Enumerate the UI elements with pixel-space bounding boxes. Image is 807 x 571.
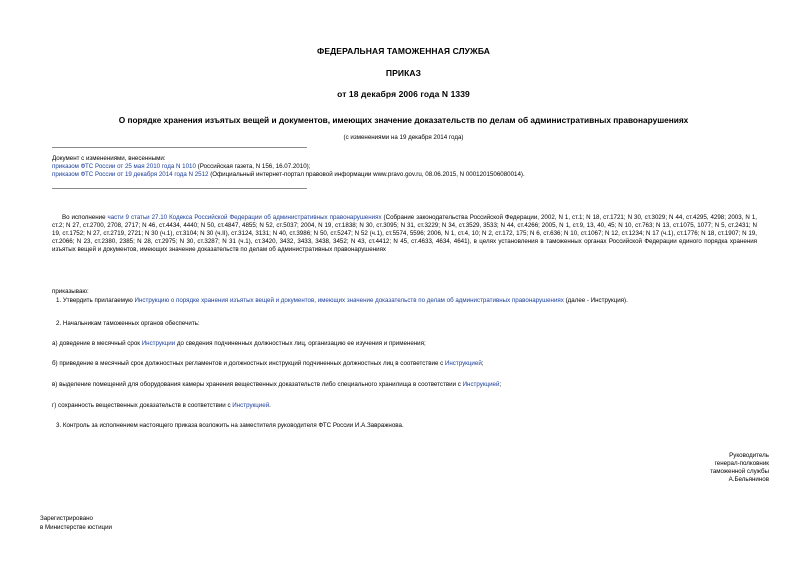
item-3: 3. Контроль за исполнением настоящего приказа возложить на заместителя руководителя ФТС России И.А.Завражнова. — [56, 422, 404, 429]
doc-date-number: от 18 декабря 2006 года N 1339 — [337, 89, 470, 99]
item-2a-rest: до сведения подчиненных должностных лиц, организацию ее изучения и применения; — [175, 340, 426, 347]
preamble-prefix: Во исполнение — [62, 214, 108, 221]
doc-type: ПРИКАЗ — [385, 68, 422, 78]
item-2b-rest: ; — [481, 360, 484, 367]
changes-item — [52, 171, 757, 179]
agency-name: ФЕДЕРАЛЬНАЯ ТАМОЖЕННАЯ СЛУЖБА — [317, 46, 490, 56]
instruction-link[interactable]: Инструкцию о порядке хранения изъятых вещей и документов, имеющих значение доказательств по делам об административных правонарушениях — [134, 297, 564, 304]
item-2c — [52, 381, 757, 389]
item-2c-prefix: в) выделение помещений для оборудования камеры хранения вещественных доказательств либо специального хранилища в соответствии с — [52, 381, 463, 388]
item-2c-rest: ; — [499, 381, 502, 388]
changes-item — [52, 163, 757, 171]
item-2a-prefix: а) доведение в месячный срок — [52, 340, 142, 347]
item-2d-prefix: г) сохранность вещественных доказательств в соответствии с — [52, 402, 233, 409]
divider-top — [52, 147, 307, 148]
instruction-link-2d[interactable]: Инструкцией — [232, 402, 270, 409]
instruction-link-2b[interactable]: Инструкцией — [444, 360, 482, 367]
registration-line-1: Зарегистрировано — [40, 515, 93, 522]
item-1-prefix: 1. Утвердить прилагаемую — [56, 297, 135, 304]
preamble-paragraph — [52, 214, 757, 254]
change-link-2512[interactable]: приказом ФТС России от 19 декабря 2014 года N 2512 — [52, 170, 209, 178]
item-1-rest: (далее - Инструкция). — [563, 297, 628, 304]
item-2b — [52, 360, 757, 368]
signature-rank: генерал-полковник — [714, 460, 769, 467]
change-link-1010[interactable]: приказом ФТС России от 25 мая 2010 года N 1010 — [52, 162, 196, 170]
changes-box — [52, 155, 757, 179]
item-2d-rest: . — [269, 402, 271, 409]
item-2d — [52, 402, 757, 410]
change-rest: (Официальный интернет-портал правовой информации www.pravo.gov.ru, 08.06.2015, N 0001201506080014). — [208, 170, 525, 178]
divider-bottom — [52, 188, 307, 189]
item-2b-prefix: б) приведение в месячный срок должностных регламентов и должностных инструкций подчиненных должностных лиц в соответствие с — [52, 360, 445, 367]
signature-service: таможенной службы — [710, 468, 769, 475]
instruction-link-2c[interactable]: Инструкцией — [462, 381, 500, 388]
koap-link[interactable]: части 9 статьи 27.10 Кодекса Российской Федерации об административных правонарушениях — [107, 214, 382, 221]
item-2: 2. Начальникам таможенных органов обеспечить: — [56, 320, 200, 327]
change-rest: (Российская газета, N 156, 16.07.2010); — [195, 162, 311, 170]
signature-block — [710, 452, 769, 484]
registration-block — [40, 515, 745, 532]
registration-line-2: в Министерстве юстиции — [40, 523, 113, 531]
item-2a — [52, 340, 757, 348]
order-word: приказываю: — [52, 288, 89, 295]
signature-name: А.Бельянинов — [728, 476, 769, 483]
item-1 — [52, 297, 757, 305]
doc-title: О порядке хранения изъятых вещей и документов, имеющих значение доказательств по делам об административных правонарушениях — [118, 115, 689, 125]
revision-note: (с изменениями на 19 декабря 2014 года) — [343, 134, 464, 141]
preamble-rest: (Собрание законодательства Российской Федерации, 2002, N 1, ст.1; N 18, ст.1721; N 30, ст.3029; N 44, ст.4295, 4298; 2003, N 1, ст.2; N 27, ст.2700, 2708, 2717; N 46, ст.4434, 4440; N 50, ст.4847, 4855; N 52, ст.5037; 2004, N 19, ст.1838; N 30, ст.3095; N 31, ст.3229; N 34, ст.3529, 3533; N 44, ст.4266; 2005, N 1, ст.9, 13, 40, 45; N 10, ст.763; N 13, ст.1075, 1077; N 5, ст.2431; N 19, ст.1752; N 27, ст.2719, 2721; N 30 (ч.1), ст.3104; N 30 (ч.II), ст.3124, 3131; N 40, ст.3986; N 50, ст.5247; N 52 (ч.1), ст.5574, 5596; 2006, N 1, ст.4, 10; N 2, ст.172, 175; N 6, ст.636; N 10, ст.1067; N 12, ст.1234; N 17 (ч.1), ст.1776; N 18, ст.1907; N 19, ст.2066; N 23, ст.2380, 2385; N 28, ст.2975; N 30, ст.3287; N 31 (ч.1), ст.3420, 3432, 3433, 3438, 3452; N 43, ст.4412; N 45, ст.4633, 4634, 4641), в целях установления в таможенных органах Российской Федерации единого порядка хранения изъятых вещей и документов, имеющих значение доказательств по делам об административных правонарушениях — [52, 214, 757, 253]
signature-position: Руководитель — [729, 452, 769, 459]
instruction-link-2a[interactable]: Инструкции — [141, 340, 176, 347]
changes-intro: Документ с изменениями, внесенными: — [52, 155, 166, 162]
